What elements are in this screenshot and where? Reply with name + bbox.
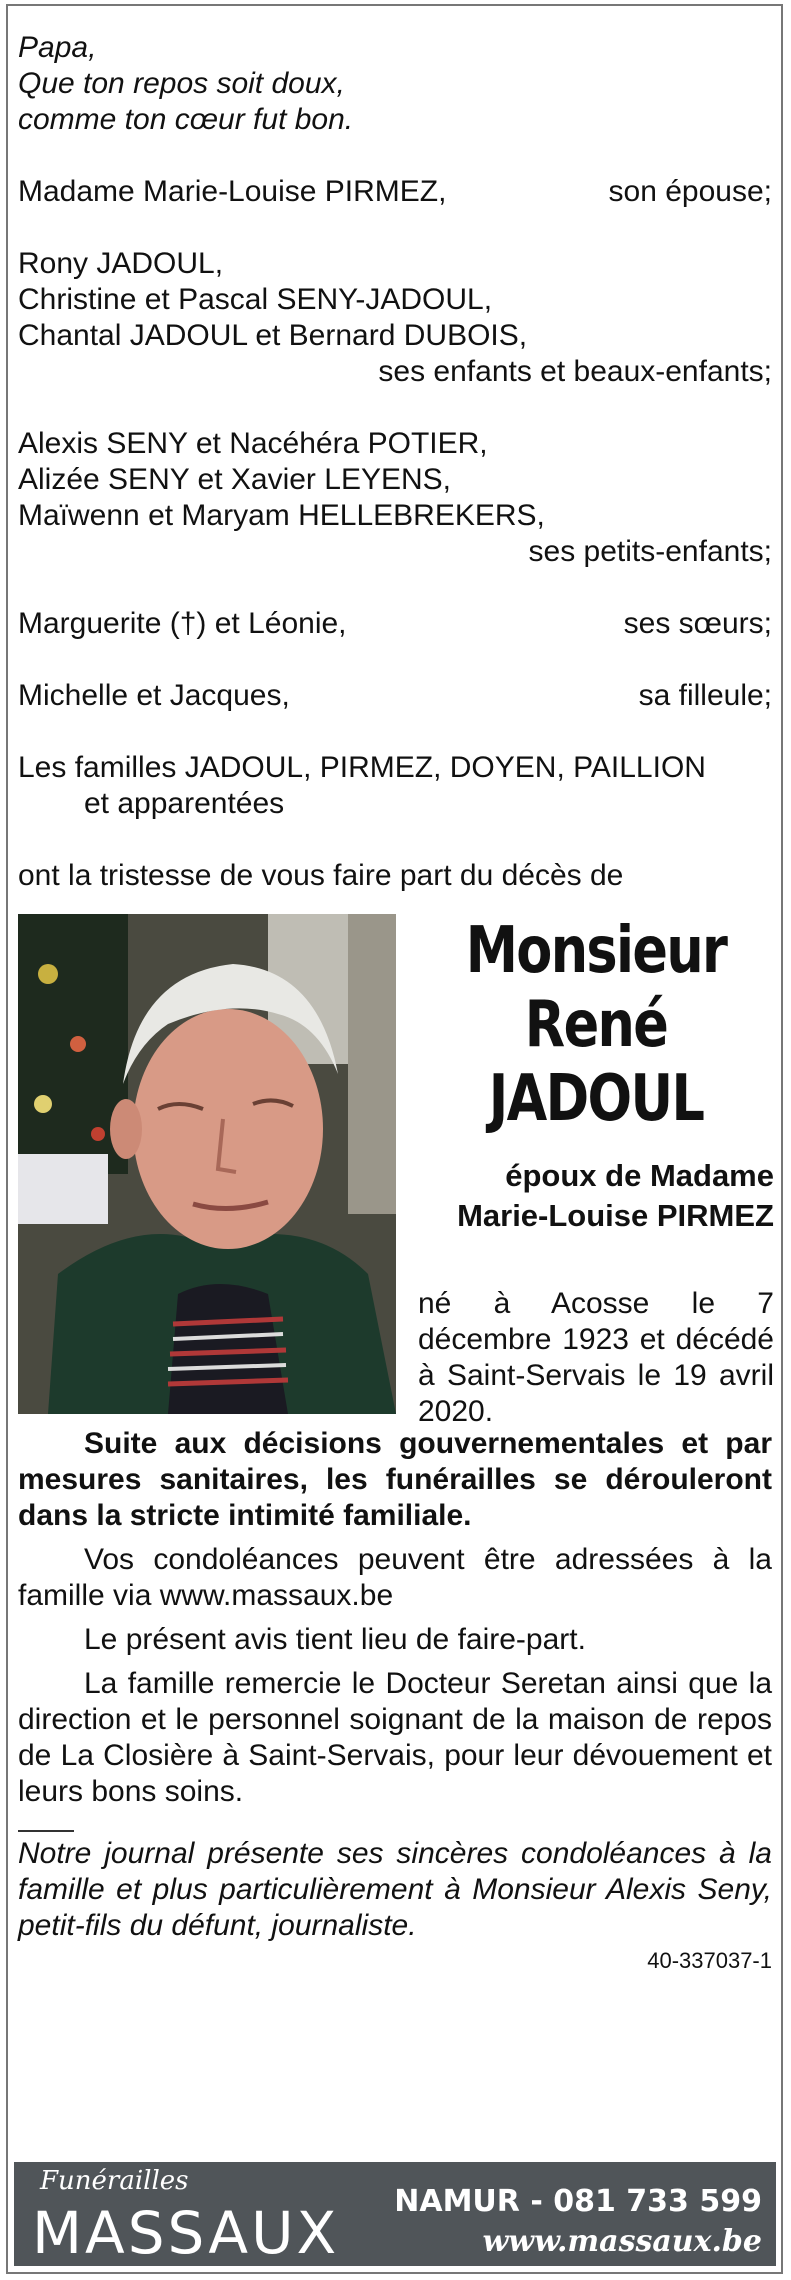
banner-funerailles: Funérailles bbox=[40, 2166, 189, 2196]
families-line: et apparentées bbox=[84, 787, 285, 820]
condolences-text: Vos condoléances peuvent être adressées à la famille via www.massaux.be bbox=[18, 1543, 772, 1612]
sisters-names: Marguerite (†) et Léonie, bbox=[18, 607, 347, 640]
goddaughter-relation: sa filleule; bbox=[638, 679, 772, 712]
journal-note: Notre journal présente ses sincères condoléances à la famille et plus particulièrement à Monsieur Alexis Seny, petit-fils du défunt, journaliste. bbox=[18, 1837, 772, 1942]
families-block bbox=[18, 750, 772, 822]
banner-phone: 081 733 599 bbox=[553, 2184, 762, 2219]
banner-phone-line: NAMUR - 081 733 599 bbox=[394, 2184, 762, 2219]
funeral-home-banner bbox=[14, 2162, 776, 2266]
portrait-section bbox=[18, 914, 774, 1428]
sisters-relation: ses sœurs; bbox=[623, 607, 772, 640]
child-line: Rony JADOUL, bbox=[18, 247, 224, 280]
birth-death-text: né à Acosse le 7 décembre 1923 et décédé à Saint-Servais le 19 avril 2020. bbox=[418, 1287, 774, 1428]
banner-city: NAMUR bbox=[394, 2184, 520, 2219]
spouse-line bbox=[18, 174, 772, 210]
grandchild-line: Alizée SENY et Xavier LEYENS, bbox=[18, 463, 451, 496]
banner-website: www.massaux.be bbox=[482, 2224, 762, 2259]
deceased-last-name: JADOUL bbox=[488, 1062, 704, 1136]
reference-number: 40-337037-1 bbox=[647, 1948, 772, 1973]
announcement: ont la tristesse de vous faire part du décès de bbox=[18, 859, 624, 892]
spouse-of-line: Marie-Louise PIRMEZ bbox=[457, 1198, 774, 1233]
grandchild-line: Maïwenn et Maryam HELLEBREKERS, bbox=[18, 499, 545, 532]
banner-company: MASSAUX bbox=[32, 2199, 340, 2267]
grandchildren-relation: ses petits-enfants; bbox=[528, 535, 772, 568]
grandchildren-block bbox=[18, 426, 772, 570]
funeral-notice: Suite aux décisions gouvernementales et par mesures sanitaires, les funérailles se dérouleront dans la stricte intimité familiale. bbox=[18, 1427, 772, 1532]
families-line: Les familles JADOUL, PIRMEZ, DOYEN, PAILLION bbox=[18, 751, 706, 784]
obituary-content bbox=[18, 30, 772, 1974]
epitaph bbox=[18, 30, 772, 138]
spouse-of bbox=[418, 1156, 774, 1236]
deceased-name-block bbox=[418, 914, 774, 1236]
spouse-name: Madame Marie-Louise PIRMEZ, bbox=[18, 175, 447, 208]
epitaph-line: comme ton cœur fut bon. bbox=[18, 103, 354, 136]
portrait-photo bbox=[18, 914, 396, 1414]
grandchild-line: Alexis SENY et Nacéhéra POTIER, bbox=[18, 427, 488, 460]
deceased-title: Monsieur bbox=[465, 914, 727, 988]
sisters-line bbox=[18, 606, 772, 642]
notice-text: Le présent avis tient lieu de faire-part. bbox=[84, 1623, 586, 1656]
epitaph-line: Papa, bbox=[18, 31, 97, 64]
separator-rule bbox=[18, 1830, 74, 1832]
children-block bbox=[18, 246, 772, 390]
epitaph-line: Que ton repos soit doux, bbox=[18, 67, 345, 100]
spouse-of-line: époux de Madame bbox=[505, 1158, 774, 1193]
deceased-first-name: René bbox=[524, 988, 668, 1062]
goddaughter-names: Michelle et Jacques, bbox=[18, 679, 290, 712]
spouse-relation: son épouse; bbox=[608, 175, 772, 208]
children-relation: ses enfants et beaux-enfants; bbox=[378, 355, 772, 388]
thanks-text: La famille remercie le Docteur Seretan ainsi que la direction et le personnel soignant de la maison de repos de La Closière à Saint-Servais, pour leur dévouement et leurs bons soins. bbox=[18, 1667, 772, 1808]
child-line: Chantal JADOUL et Bernard DUBOIS, bbox=[18, 319, 528, 352]
portrait-illustration bbox=[18, 914, 396, 1414]
goddaughter-line bbox=[18, 678, 772, 714]
child-line: Christine et Pascal SENY-JADOUL, bbox=[18, 283, 493, 316]
